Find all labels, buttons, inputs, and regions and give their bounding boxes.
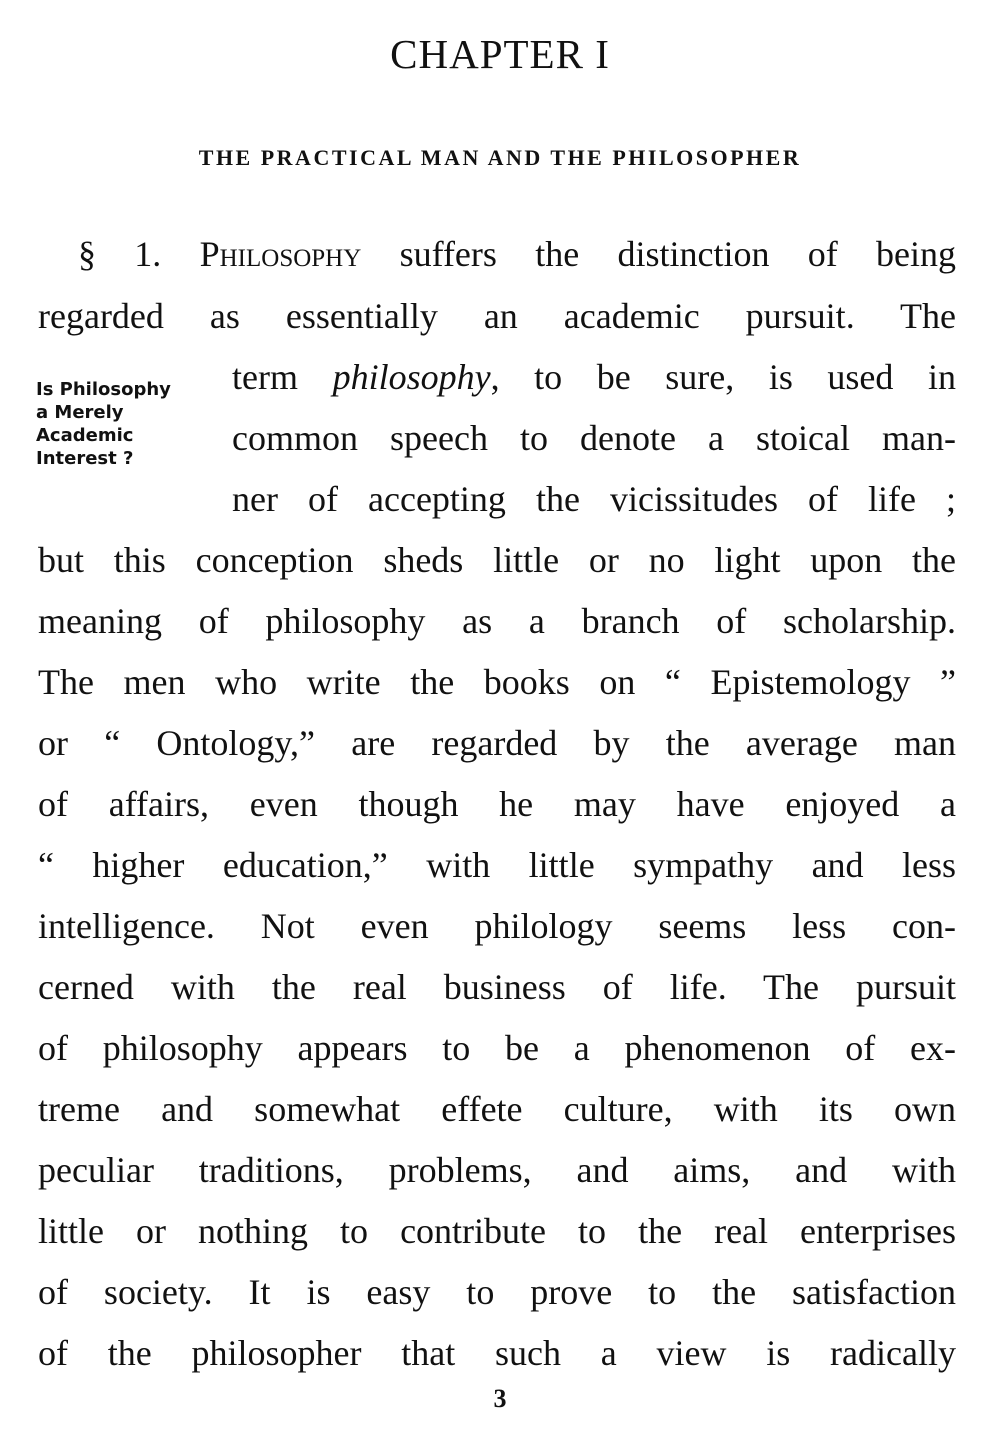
paragraph-line-13: cerned with the real business of life. The pursuit xyxy=(38,967,956,1007)
section-mark: § 1. xyxy=(78,234,162,274)
line-3-end: , to be sure, is used in xyxy=(490,357,956,397)
line-3-start: term xyxy=(232,357,333,397)
paragraph-line-9: or “ Ontology,” are regarded by the average man xyxy=(38,723,956,763)
margin-note-line: Interest ? xyxy=(36,448,134,469)
paragraph-line-15: treme and somewhat effete culture, with its own xyxy=(38,1089,956,1129)
paragraph-line-5: ner of accepting the vicissitudes of life ; xyxy=(232,479,956,519)
paragraph-line-8: The men who write the books on “ Epistemology ” xyxy=(38,662,956,702)
section-title: THE PRACTICAL MAN AND THE PHILOSOPHER xyxy=(198,145,802,170)
margin-note-line: Academic xyxy=(36,425,134,446)
paragraph-line-12: intelligence. Not even philology seems less con- xyxy=(38,906,956,946)
paragraph-line-7: meaning of philosophy as a branch of scholarship. xyxy=(38,601,956,641)
paragraph-line-6: but this conception sheds little or no light upon the xyxy=(38,540,956,580)
paragraph-line-17: little or nothing to contribute to the real enterprises xyxy=(38,1211,956,1251)
margin-note xyxy=(36,378,226,470)
paragraph-line-19: of the philosopher that such a view is radically xyxy=(38,1333,956,1373)
paragraph-line-4: common speech to denote a stoical man- xyxy=(232,418,956,458)
paragraph-line-16: peculiar traditions, problems, and aims, and with xyxy=(38,1150,956,1190)
margin-note-line: Is Philosophy xyxy=(36,379,171,400)
page-number: 3 xyxy=(493,1384,507,1413)
paragraph-line-2: regarded as essentially an academic pursuit. The xyxy=(38,296,956,336)
opening-word: Philosophy xyxy=(199,234,362,274)
paragraph-line-10: of affairs, even though he may have enjoyed a xyxy=(38,784,956,824)
paragraph-line-3 xyxy=(232,355,956,399)
paragraph-line-1 xyxy=(78,232,956,276)
paragraph-line-14: of philosophy appears to be a phenomenon of ex- xyxy=(38,1028,956,1068)
paragraph-line-18: of society. It is easy to prove to the satisfaction xyxy=(38,1272,956,1312)
chapter-title: CHAPTER I xyxy=(390,31,610,77)
line-1-rest: suffers the distinction of being xyxy=(399,234,957,274)
italic-term: philosophy xyxy=(332,357,491,397)
paragraph-line-11: “ higher education,” with little sympathy and less xyxy=(38,845,956,885)
margin-note-line: a Merely xyxy=(36,402,124,423)
